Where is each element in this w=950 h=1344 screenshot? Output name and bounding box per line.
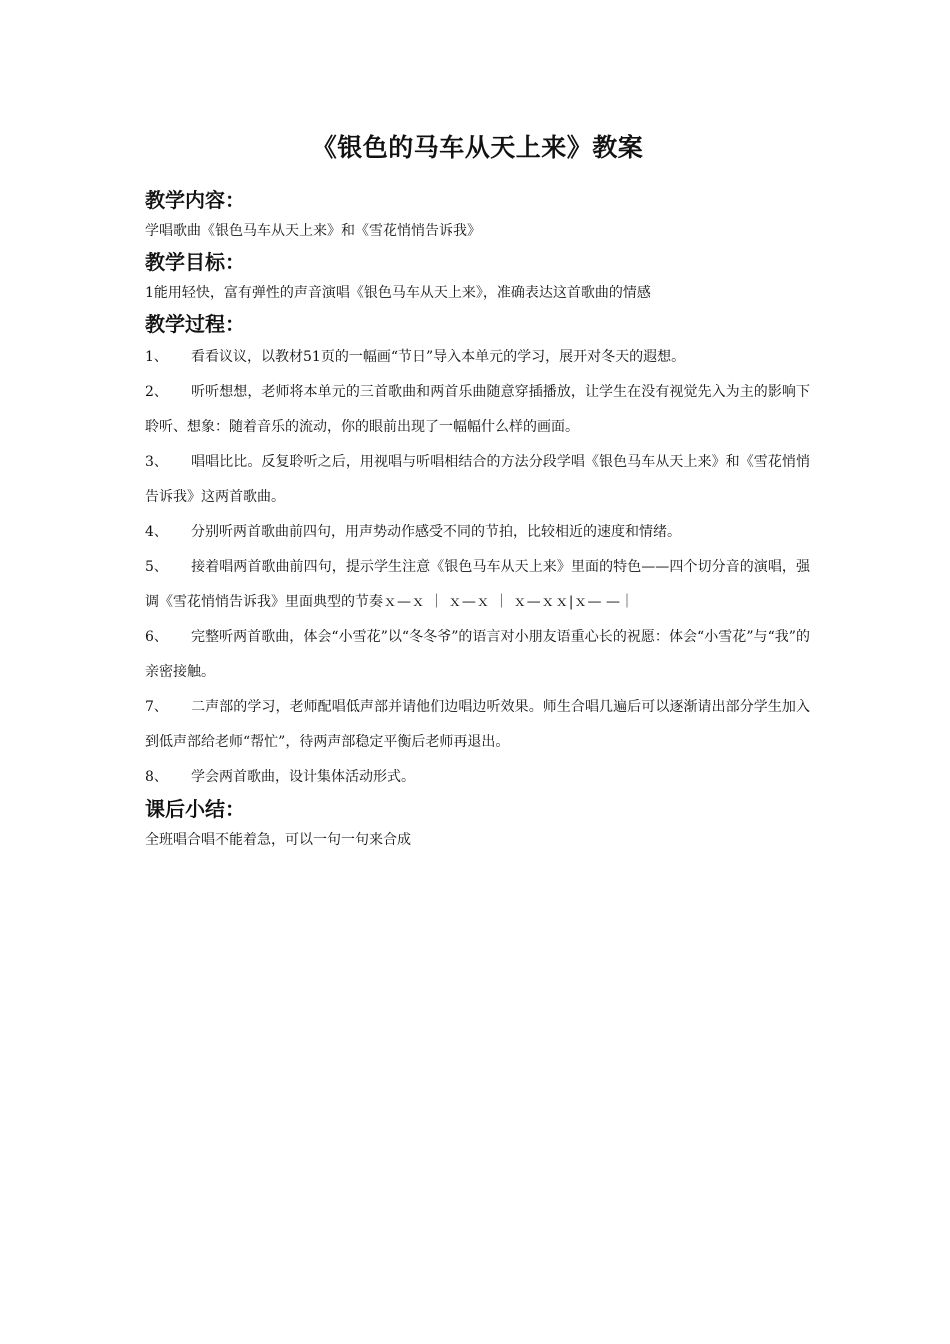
document-page xyxy=(145,128,810,857)
list-item xyxy=(145,340,810,375)
item-text: 分别听两首歌曲前四句，用声势动作感受不同的节拍，比较相近的速度和情绪。 xyxy=(191,524,681,540)
section-heading-goals: 教学目标： xyxy=(145,250,245,274)
summary-text: 全班唱合唱不能着急，可以一句一句来合成 xyxy=(145,832,411,848)
item-number: 6、 xyxy=(145,629,168,645)
list-item xyxy=(145,620,810,690)
item-number: 7、 xyxy=(145,699,168,715)
list-item xyxy=(145,445,810,515)
item-text: 听听想想，老师将本单元的三首歌曲和两首乐曲随意穿插播放，让学生在没有视觉先入为主的影响下聆听、想象：随着音乐的流动，你的眼前出现了一幅幅什么样的画面。 xyxy=(145,384,810,435)
item-text: 看看议议，以教材51页的一幅画“节日”导入本单元的学习，展开对冬天的遐想。 xyxy=(191,349,686,365)
list-item xyxy=(145,690,810,760)
item-text: 唱唱比比。反复聆听之后，用视唱与听唱相结合的方法分段学唱《银色马车从天上来》和《雪花悄悄告诉我》这两首歌曲。 xyxy=(145,454,810,505)
list-item xyxy=(145,550,810,620)
section-heading-content: 教学内容： xyxy=(145,188,245,212)
section-heading-summary: 课后小结： xyxy=(145,797,245,821)
process-list xyxy=(145,340,810,795)
list-item xyxy=(145,375,810,445)
item-text: 接着唱两首歌曲前四句，提示学生注意《银色马车从天上来》里面的特色——四个切分音的演唱，强调《雪花悄悄告诉我》里面典型的节奏ｘ—ｘ ｜ ｘ—ｘ ｜ ｘ—ｘｘ|ｘ— —｜ xyxy=(145,559,810,610)
item-number: 3、 xyxy=(145,454,168,470)
content-text: 学唱歌曲《银色马车从天上来》和《雪花悄悄告诉我》 xyxy=(145,223,481,239)
item-number: 4、 xyxy=(145,524,168,540)
list-item xyxy=(145,515,810,550)
item-text: 学会两首歌曲，设计集体活动形式。 xyxy=(191,769,415,785)
item-text: 完整听两首歌曲，体会“小雪花”以“冬冬爷”的语言对小朋友语重心长的祝愿：体会“小雪花”与“我”的亲密接触。 xyxy=(145,629,810,680)
list-item xyxy=(145,760,810,795)
item-number: 1、 xyxy=(145,349,168,365)
document-title: 《银色的马车从天上来》教案 xyxy=(311,133,644,162)
item-text: 二声部的学习，老师配唱低声部并请他们边唱边听效果。师生合唱几遍后可以逐渐请出部分学生加入到低声部给老师“帮忙”，待两声部稳定平衡后老师再退出。 xyxy=(145,699,810,750)
section-heading-process: 教学过程： xyxy=(145,312,245,336)
item-number: 8、 xyxy=(145,769,168,785)
goals-text: 1能用轻快，富有弹性的声音演唱《银色马车从天上来》，准确表达这首歌曲的情感 xyxy=(145,285,651,301)
item-number: 5、 xyxy=(145,559,168,575)
item-number: 2、 xyxy=(145,384,168,400)
